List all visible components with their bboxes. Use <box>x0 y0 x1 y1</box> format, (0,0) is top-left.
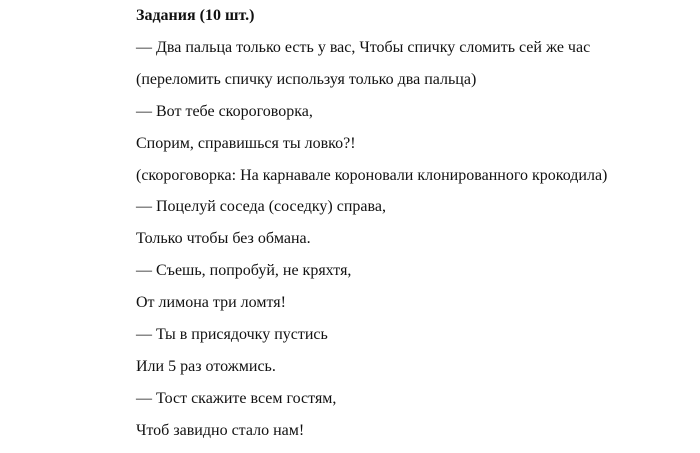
text-line-5: (скороговорка: На карнавале короновали клонированного крокодила) <box>136 166 608 184</box>
text-line-7: Только чтобы без обмана. <box>136 230 311 248</box>
text-line-8: — Съешь, попробуй, не кряхтя, <box>136 262 352 280</box>
text-line-3: — Вот тебе скороговорка, <box>136 102 313 120</box>
text-line-10: — Ты в присядочку пустись <box>136 326 328 344</box>
text-line-9: От лимона три ломтя! <box>136 294 286 312</box>
text-line-12: — Тост скажите всем гостям, <box>136 389 337 407</box>
text-line-2: (переломить спичку используя только два пальца) <box>136 70 477 88</box>
text-line-1: — Два пальца только есть у вас, Чтобы спичку сломить сей же час <box>136 39 591 56</box>
text-line-4: Спорим, справишься ты ловко?! <box>136 134 356 152</box>
text-line-11: Или 5 раз отожмись. <box>136 357 276 375</box>
text-line-6: — Поцелуй соседа (соседку) справа, <box>136 198 386 216</box>
section-heading: Задания (10 шт.) <box>136 7 255 24</box>
text-line-13: Чтоб завидно стало нам! <box>136 421 305 439</box>
document-body <box>136 6 696 453</box>
